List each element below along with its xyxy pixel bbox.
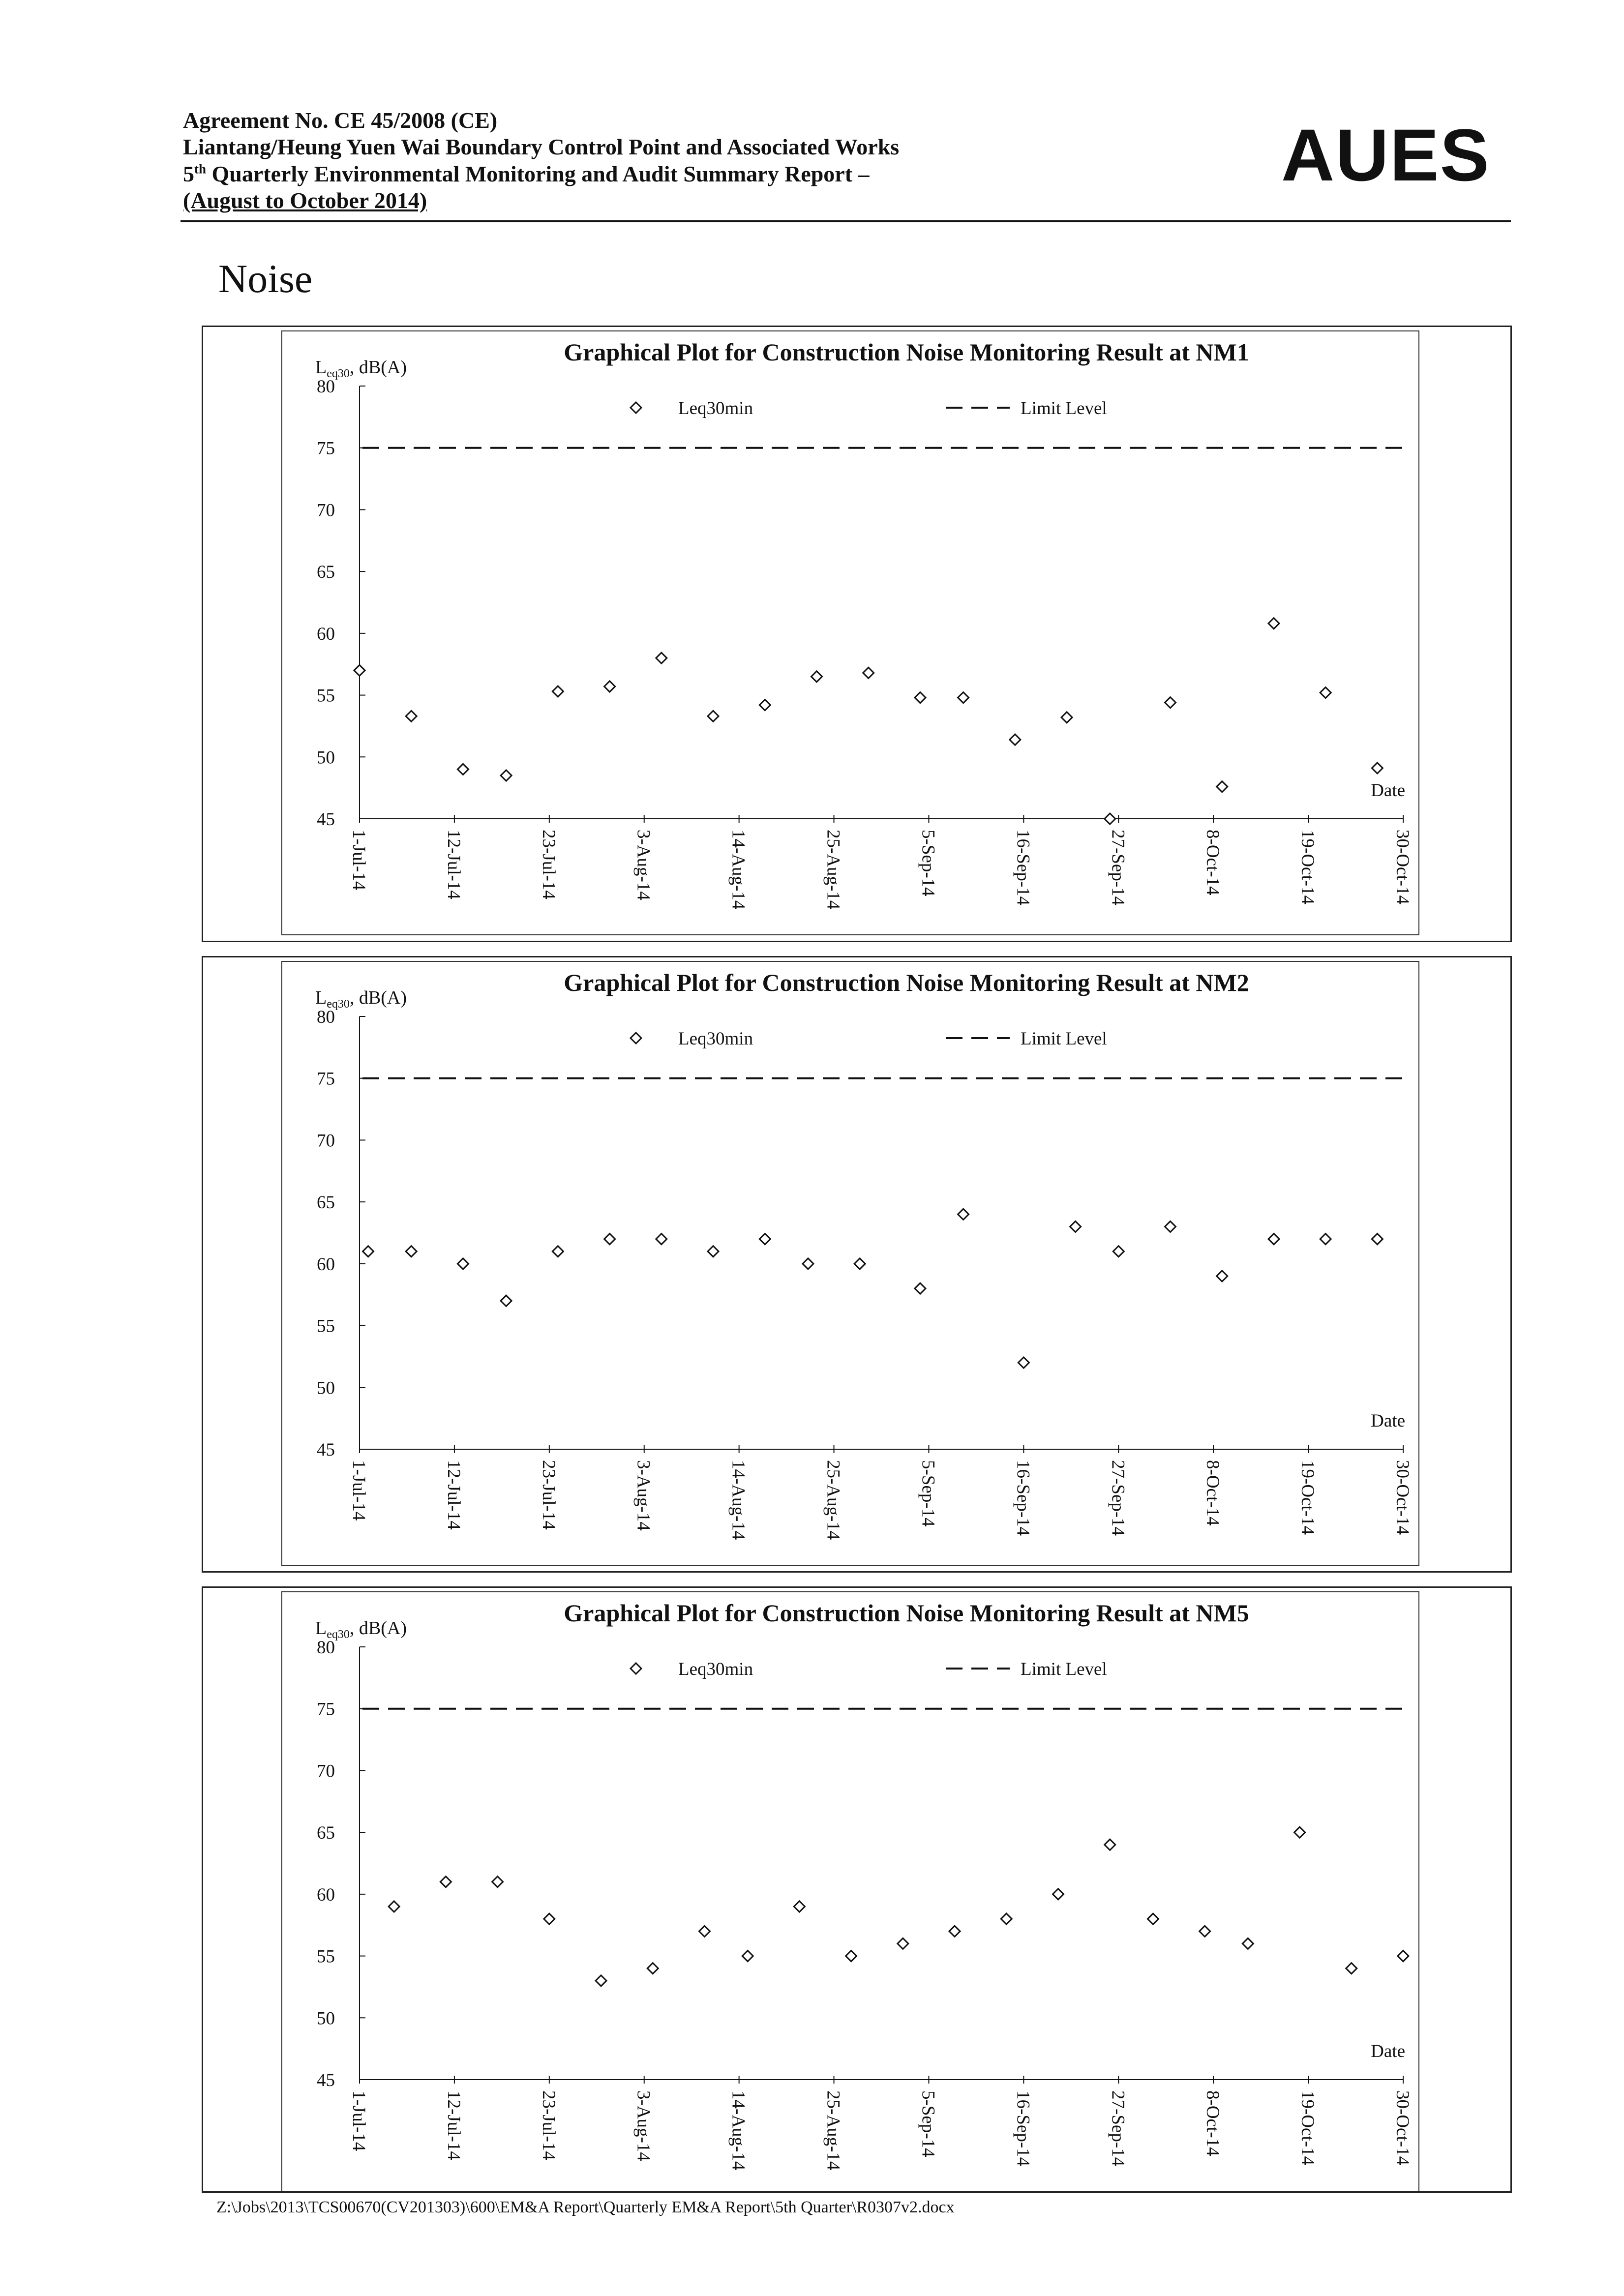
- y-tick-label: 55: [317, 1316, 335, 1337]
- y-tick-label: 65: [317, 562, 335, 583]
- x-tick-label: 25-Aug-14: [823, 830, 843, 910]
- data-point-leq30min: [1165, 1221, 1175, 1232]
- chart-frame-nm5: [202, 1586, 1512, 2193]
- data-point-leq30min: [656, 1234, 667, 1245]
- data-point-leq30min: [544, 1913, 555, 1924]
- y-axis-label-sub: eq30: [327, 998, 350, 1011]
- data-point-leq30min: [854, 1258, 865, 1269]
- legend-marker-leq30min: [631, 1663, 641, 1674]
- y-tick-label: 60: [317, 1254, 335, 1275]
- x-tick-label: 14-Aug-14: [728, 1460, 749, 1540]
- x-tick-label: 1-Jul-14: [349, 830, 369, 891]
- x-tick-label: 8-Oct-14: [1203, 1460, 1223, 1526]
- data-point-leq30min: [552, 686, 563, 697]
- legend-label-leq30min: Leq30min: [678, 1659, 753, 1679]
- y-tick-label: 70: [317, 500, 335, 521]
- data-point-leq30min: [1200, 1926, 1210, 1937]
- data-point-leq30min: [604, 1234, 615, 1245]
- data-point-leq30min: [803, 1258, 813, 1269]
- y-axis-label-main: L: [315, 357, 327, 378]
- x-tick-label: 12-Jul-14: [443, 830, 464, 899]
- data-point-leq30min: [1217, 781, 1228, 792]
- data-point-leq30min: [759, 700, 770, 711]
- data-point-leq30min: [363, 1246, 374, 1257]
- data-point-leq30min: [552, 1246, 563, 1257]
- data-point-leq30min: [406, 711, 417, 721]
- file-path: Z:\Jobs\2013\TCS00670(CV201303)\600\EM&A Report\Quarterly EM&A Report\5th Quarter\R0307v2.docx: [216, 2198, 955, 2216]
- x-axis-label: Date: [1371, 780, 1405, 801]
- data-point-leq30min: [1217, 1271, 1228, 1282]
- data-point-leq30min: [1372, 1234, 1383, 1245]
- y-tick-label: 50: [317, 1378, 335, 1399]
- legend-label-limit: Limit Level: [1021, 1029, 1107, 1049]
- x-axis-label: Date: [1371, 1411, 1405, 1431]
- data-point-leq30min: [1010, 734, 1021, 745]
- y-tick-label: 60: [317, 1884, 335, 1905]
- x-tick-label: 27-Sep-14: [1108, 830, 1128, 906]
- chart-title: Graphical Plot for Construction Noise Monitoring Result at NM2: [564, 969, 1249, 996]
- data-point-leq30min: [1268, 1234, 1279, 1245]
- data-point-leq30min: [898, 1938, 908, 1949]
- chart-frame-nm2: [202, 956, 1512, 1573]
- data-point-leq30min: [1053, 1889, 1064, 1900]
- x-tick-label: 27-Sep-14: [1108, 2090, 1128, 2167]
- data-point-leq30min: [811, 671, 822, 682]
- data-point-leq30min: [949, 1926, 960, 1937]
- y-tick-label: 75: [317, 438, 335, 459]
- data-point-leq30min: [1320, 687, 1331, 698]
- aues-logo: AUES: [1281, 114, 1490, 196]
- x-tick-label: 27-Sep-14: [1108, 1460, 1128, 1536]
- x-tick-label: 25-Aug-14: [823, 2090, 843, 2171]
- x-tick-label: 23-Jul-14: [538, 830, 559, 899]
- x-tick-label: 1-Jul-14: [349, 1460, 369, 1521]
- data-point-leq30min: [708, 711, 719, 721]
- y-tick-label: 55: [317, 686, 335, 706]
- y-tick-label: 80: [317, 1007, 335, 1027]
- data-point-leq30min: [708, 1246, 719, 1257]
- data-point-leq30min: [440, 1877, 451, 1887]
- data-point-leq30min: [915, 1283, 926, 1294]
- chart-nm1: [203, 327, 1510, 941]
- legend-marker-leq30min: [631, 402, 641, 413]
- x-tick-label: 16-Sep-14: [1013, 830, 1033, 906]
- data-point-leq30min: [699, 1926, 710, 1937]
- data-point-leq30min: [1061, 712, 1072, 723]
- x-tick-label: 3-Aug-14: [633, 1460, 654, 1531]
- data-point-leq30min: [501, 770, 511, 781]
- legend-marker-leq30min: [631, 1033, 641, 1044]
- y-tick-label: 45: [317, 1440, 335, 1460]
- y-tick-label: 75: [317, 1699, 335, 1720]
- y-tick-label: 55: [317, 1946, 335, 1967]
- legend-label-limit: Limit Level: [1021, 1659, 1107, 1679]
- y-axis-label-main: L: [315, 1618, 327, 1639]
- project-name: Liantang/Heung Yuen Wai Boundary Control Point and Associated Works: [183, 134, 900, 160]
- x-tick-label: 30-Oct-14: [1392, 1460, 1413, 1535]
- y-axis-label-unit: , dB(A): [349, 1618, 407, 1639]
- data-point-leq30min: [596, 1975, 606, 1986]
- x-tick-label: 12-Jul-14: [443, 2090, 464, 2160]
- y-tick-label: 80: [317, 1638, 335, 1658]
- data-point-leq30min: [1018, 1357, 1029, 1368]
- x-tick-label: 30-Oct-14: [1392, 830, 1413, 905]
- data-point-leq30min: [1105, 813, 1115, 824]
- legend-label-limit: Limit Level: [1021, 398, 1107, 418]
- data-point-leq30min: [406, 1246, 417, 1257]
- chart-nm2: [203, 957, 1510, 1571]
- data-point-leq30min: [501, 1295, 511, 1306]
- report-title-ordinal: 5: [183, 161, 194, 186]
- data-point-leq30min: [794, 1901, 805, 1912]
- x-tick-label: 25-Aug-14: [823, 1460, 843, 1540]
- x-tick-label: 14-Aug-14: [728, 830, 749, 910]
- data-point-leq30min: [1242, 1938, 1253, 1949]
- data-point-leq30min: [1398, 1951, 1409, 1962]
- data-point-leq30min: [1268, 618, 1279, 629]
- data-point-leq30min: [492, 1877, 503, 1887]
- x-tick-label: 19-Oct-14: [1297, 1460, 1318, 1535]
- y-tick-label: 70: [317, 1131, 335, 1151]
- data-point-leq30min: [457, 1258, 468, 1269]
- data-point-leq30min: [1147, 1913, 1158, 1924]
- legend-label-leq30min: Leq30min: [678, 398, 753, 418]
- y-tick-label: 65: [317, 1193, 335, 1213]
- data-point-leq30min: [1294, 1827, 1305, 1838]
- report-header: [183, 107, 899, 214]
- data-point-leq30min: [457, 764, 468, 775]
- report-title-ordinal-suffix: th: [194, 161, 207, 177]
- y-tick-label: 60: [317, 624, 335, 644]
- x-tick-label: 5-Sep-14: [918, 2090, 938, 2157]
- data-point-leq30min: [1165, 697, 1175, 708]
- chart-title: Graphical Plot for Construction Noise Monitoring Result at NM1: [564, 338, 1249, 366]
- data-point-leq30min: [1105, 1839, 1115, 1850]
- data-point-leq30min: [846, 1951, 857, 1962]
- chart-title: Graphical Plot for Construction Noise Monitoring Result at NM5: [564, 1599, 1249, 1627]
- x-tick-label: 19-Oct-14: [1297, 2090, 1318, 2166]
- y-tick-label: 50: [317, 747, 335, 768]
- report-period: (August to October 2014): [183, 187, 427, 213]
- section-title: Noise: [218, 256, 313, 301]
- report-title: [183, 161, 899, 187]
- data-point-leq30min: [1320, 1234, 1331, 1245]
- data-point-leq30min: [1372, 763, 1383, 774]
- y-tick-label: 50: [317, 2008, 335, 2029]
- x-tick-label: 3-Aug-14: [633, 2090, 654, 2161]
- y-axis-label-unit: , dB(A): [349, 987, 407, 1008]
- y-axis-label-sub: eq30: [327, 367, 350, 380]
- y-axis-label-unit: , dB(A): [349, 357, 407, 378]
- data-point-leq30min: [656, 653, 667, 663]
- data-point-leq30min: [1346, 1963, 1357, 1974]
- data-point-leq30min: [647, 1963, 658, 1974]
- data-point-leq30min: [604, 681, 615, 692]
- report-title-rest: Quarterly Environmental Monitoring and Audit Summary Report –: [206, 161, 870, 186]
- y-tick-label: 45: [317, 809, 335, 830]
- footer-rule: [202, 2192, 1511, 2193]
- y-axis-label-sub: eq30: [327, 1628, 350, 1641]
- x-tick-label: 5-Sep-14: [918, 830, 938, 896]
- y-tick-label: 45: [317, 2070, 335, 2090]
- data-point-leq30min: [958, 692, 969, 703]
- agreement-number: Agreement No. CE 45/2008 (CE): [183, 108, 498, 133]
- x-tick-label: 16-Sep-14: [1013, 1460, 1033, 1536]
- data-point-leq30min: [742, 1951, 753, 1962]
- x-tick-label: 5-Sep-14: [918, 1460, 938, 1527]
- data-point-leq30min: [1070, 1221, 1081, 1232]
- x-tick-label: 23-Jul-14: [538, 2090, 559, 2160]
- header-rule: [180, 220, 1511, 222]
- x-tick-label: 14-Aug-14: [728, 2090, 749, 2171]
- y-tick-label: 75: [317, 1069, 335, 1089]
- x-tick-label: 30-Oct-14: [1392, 2090, 1413, 2166]
- x-tick-label: 1-Jul-14: [349, 2090, 369, 2151]
- x-tick-label: 16-Sep-14: [1013, 2090, 1033, 2167]
- x-tick-label: 8-Oct-14: [1203, 2090, 1223, 2156]
- data-point-leq30min: [389, 1901, 399, 1912]
- data-point-leq30min: [354, 665, 365, 676]
- y-tick-label: 65: [317, 1823, 335, 1844]
- data-point-leq30min: [863, 667, 874, 678]
- legend-label-leq30min: Leq30min: [678, 1029, 753, 1049]
- data-point-leq30min: [958, 1209, 969, 1220]
- data-point-leq30min: [1001, 1913, 1012, 1924]
- chart-frame-nm1: [202, 326, 1512, 942]
- data-point-leq30min: [759, 1234, 770, 1245]
- y-tick-label: 70: [317, 1761, 335, 1782]
- x-tick-label: 8-Oct-14: [1203, 830, 1223, 895]
- x-tick-label: 19-Oct-14: [1297, 830, 1318, 905]
- x-axis-label: Date: [1371, 2041, 1405, 2061]
- x-tick-label: 3-Aug-14: [633, 830, 654, 900]
- x-tick-label: 12-Jul-14: [443, 1460, 464, 1530]
- data-point-leq30min: [1113, 1246, 1124, 1257]
- data-point-leq30min: [915, 692, 926, 703]
- y-tick-label: 80: [317, 377, 335, 397]
- y-axis-label-main: L: [315, 987, 327, 1008]
- chart-nm5: [203, 1588, 1510, 2191]
- x-tick-label: 23-Jul-14: [538, 1460, 559, 1530]
